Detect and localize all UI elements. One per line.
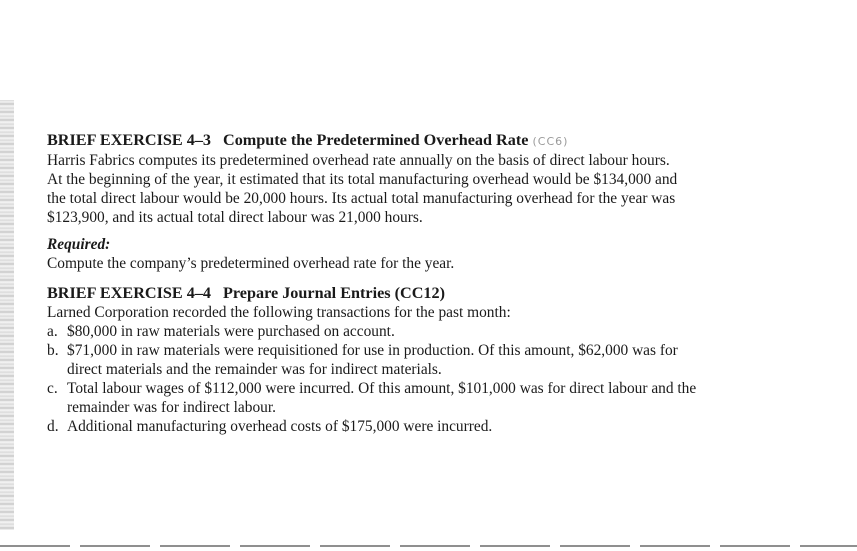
- bottom-rule: [0, 545, 857, 547]
- exercise-4-4-code: (CC12): [394, 284, 445, 302]
- list-item: [47, 379, 837, 417]
- exercise-4-3-title: BRIEF EXERCISE 4–3: [47, 131, 212, 149]
- brief-exercise-4-3: [47, 131, 837, 273]
- item-line: $80,000 in raw materials were purchased on account.: [67, 323, 395, 340]
- list-item: [47, 322, 837, 341]
- exercise-4-4-intro: Larned Corporation recorded the following transactions for the past month:: [47, 304, 511, 321]
- item-line: Additional manufacturing overhead costs of $175,000 were incurred.: [67, 418, 493, 435]
- exercise-4-3-subtitle: Compute the Predetermined Overhead Rate: [223, 131, 529, 149]
- list-item: [47, 341, 837, 379]
- exercise-4-4-heading: [47, 284, 837, 303]
- exercise-4-3-heading: [47, 131, 837, 151]
- list-item: [47, 417, 837, 436]
- transaction-list: [47, 322, 837, 436]
- required-label: Required:: [47, 236, 111, 253]
- body-line: Harris Fabrics computes its predetermined overhead rate annually on the basis of direct labour hours.: [47, 152, 670, 169]
- body-line: At the beginning of the year, it estimated that its total manufacturing overhead would be $134,000 and: [47, 171, 678, 188]
- exercise-4-3-body: [47, 151, 837, 227]
- item-line: remainder was for indirect labour.: [67, 399, 276, 416]
- exercise-content: [47, 131, 837, 436]
- item-label: d.: [47, 418, 59, 435]
- item-line: direct materials and the remainder was for indirect materials.: [67, 361, 442, 378]
- page-binding-edge: [0, 100, 14, 530]
- brief-exercise-4-4: [47, 284, 837, 436]
- required-text: Compute the company’s predetermined overhead rate for the year.: [47, 255, 455, 272]
- exercise-4-4-title: BRIEF EXERCISE 4–4: [47, 284, 212, 302]
- item-label: c.: [47, 380, 58, 397]
- body-line: $123,900, and its actual total direct labour was 21,000 hours.: [47, 209, 423, 226]
- item-line: Total labour wages of $112,000 were incurred. Of this amount, $101,000 was for direct labour and the: [67, 380, 697, 397]
- exercise-4-3-code: (CC6): [532, 135, 569, 148]
- item-line: $71,000 in raw materials were requisitioned for use in production. Of this amount, $62,000 was for: [67, 342, 678, 359]
- item-label: b.: [47, 342, 59, 359]
- body-line: the total direct labour would be 20,000 hours. Its actual total manufacturing overhead for the year was: [47, 190, 676, 207]
- item-label: a.: [47, 323, 58, 340]
- exercise-4-4-subtitle: Prepare Journal Entries: [223, 284, 391, 302]
